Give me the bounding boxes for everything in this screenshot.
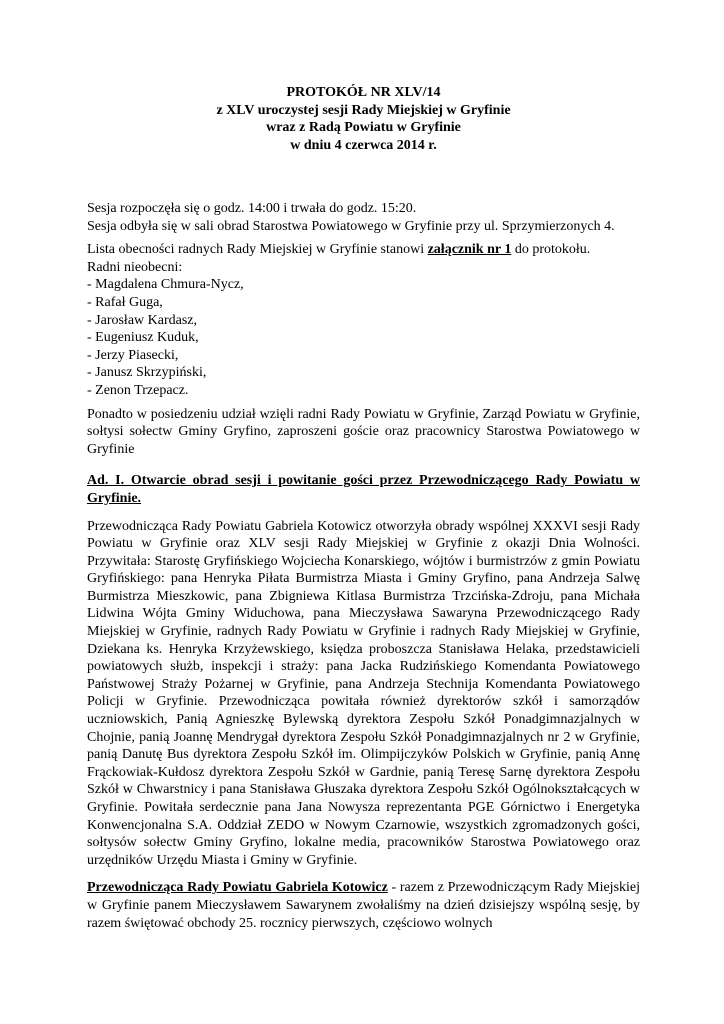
attachment-reference: załącznik nr 1 xyxy=(427,242,512,258)
absent-item: - Zenon Trzepacz. xyxy=(87,382,189,398)
final-text: - razem z Przewodniczącym Rady Miejskiej w Gryfinie panem Mieczysławem Sawarynem zwołaliśmy na dzień dzisiejszy wspólną sesję, by razem świętować obchody 25. rocznicy pierwszych, częściowo wolnych xyxy=(87,880,641,931)
title-line-2: z XLV uroczystej sesji Rady Miejskiej w Gryfinie xyxy=(216,102,511,118)
attendance-statement xyxy=(87,241,640,259)
speaker-name: Przewodnicząca Rady Powiatu Gabriela Kotowicz xyxy=(87,880,388,896)
session-time: Sesja rozpoczęła się o godz. 14:00 i trwała do godz. 15:20. xyxy=(87,201,417,216)
session-location: Sesja odbyła się w sali obrad Starostwa Powiatowego w Gryfinie przy ul. Sprzymierzonych 4. xyxy=(87,218,615,234)
absent-item: - Jerzy Piasecki, xyxy=(87,347,179,363)
section-1-heading: Ad. I. Otwarcie obrad sesji i powitanie gości przez Przewodniczącego Rady Powiatu w Gryfinie. xyxy=(87,473,640,506)
attendance-suffix: do protokołu. xyxy=(511,242,591,258)
title-line-1: PROTOKÓŁ NR XLV/14 xyxy=(286,85,441,100)
attendance-prefix: Lista obecności radnych Rady Miejskiej w Gryfinie stanowi xyxy=(87,242,428,258)
protocol-title xyxy=(87,84,640,154)
section-1-paragraph: Przewodnicząca Rady Powiatu Gabriela Kotowicz otworzyła obrady wspólnej XXXVI sesji Rady Powiatu w Gryfinie oraz XLV sesji Rady Miejskiej w Gryfinie z okazji Dnia Wolności. Przywitała: Starostę Gryfińskiego Wojciecha Konarskiego, wójtów i burmistrzów z gmin Powiatu Gryfińskiego: pana Henryka Piłata Burmistrza Miasta i Gminy Gryfino, pana Andrzeja Salwę Burmistrza Mieszkowic, pana Zbigniewa Kitlasa Burmistrza Trzcińska-Zdroju, pana Michała Lidwina Wójta Gminy Widuchowa, pana Mieczysława Sawaryna Przewodniczącego Rady Miejskiej w Gryfinie, radnych Rady Powiatu w Gryfinie i radnych Rady Miejskiej w Gryfinie, Dziekana ks. Henryka Krzyżewskiego, księdza proboszcza Stanisława Helaka, przedstawicieli powiatowych służb, inspekcji i straży: pana Jacka Rudzińskiego Komendanta Powiatowego Państwowej Straży Pożarnej w Gryfinie, pana Andrzeja Stechnija Komendanta Powiatowego Policji w Gryfinie. Przewodnicząca powitała również dyrektorów szkół i samorządów uczniowskich, Panią Agnieszkę Bylewską dyrektora Zespołu Szkół Ponadgimnazjalnych w Chojnie, panią Joannę Mendrygał dyrektora Zespołu Szkół Ponadgimnazjalnych nr 2 w Gryfinie, panią Danutę Bus dyrektora Zespołu Szkół im. Olimpijczyków Polskich w Gryfinie, panią Annę Frąckowiak-Kułdosz dyrektora Zespołu Szkół w Gardnie, panią Teresę Sarnę dyrektora Zespołu Szkół w Chwarstnicy i pana Stanisława Głuszaka dyrektora Zespołu Szkół Ogólnokształcących w Gryfinie. Powitała serdecznie pana Jana Nowysza reprezentanta PGE Górnictwo i Energetyka Konwencjonalna S.A. Oddział ZEDO w Nowym Czarnowie, wszystkich zgromadzonych gości, sołtysów sołectw Gminy Gryfino, lokalne media, pracowników Starostwa Powiatowego oraz urzędników Urzędu Miasta i Gminy w Gryfinie. xyxy=(87,518,640,868)
participants-paragraph: Ponadto w posiedzeniu udział wzięli radni Rady Powiatu w Gryfinie, Zarząd Powiatu w Gryfinie, sołtysi sołectw Gminy Gryfino, zaproszeni goście oraz pracownicy Starostwa Powiatowego w Gryfinie xyxy=(87,406,640,457)
absent-item: - Janusz Skrzypiński, xyxy=(87,365,207,381)
absent-item: - Eugeniusz Kuduk, xyxy=(87,330,199,346)
absent-heading: Radni nieobecni: xyxy=(87,259,183,275)
title-line-4: w dniu 4 czerwca 2014 r. xyxy=(290,137,437,153)
final-paragraph xyxy=(87,879,640,932)
absent-item: - Magdalena Chmura-Nycz, xyxy=(87,277,244,293)
document-body xyxy=(87,200,640,932)
title-line-3: wraz z Radą Powiatu w Gryfinie xyxy=(266,120,461,135)
absent-item: - Rafał Guga, xyxy=(87,294,163,310)
absent-list xyxy=(87,276,640,399)
absent-item: - Jarosław Kardasz, xyxy=(87,312,198,328)
